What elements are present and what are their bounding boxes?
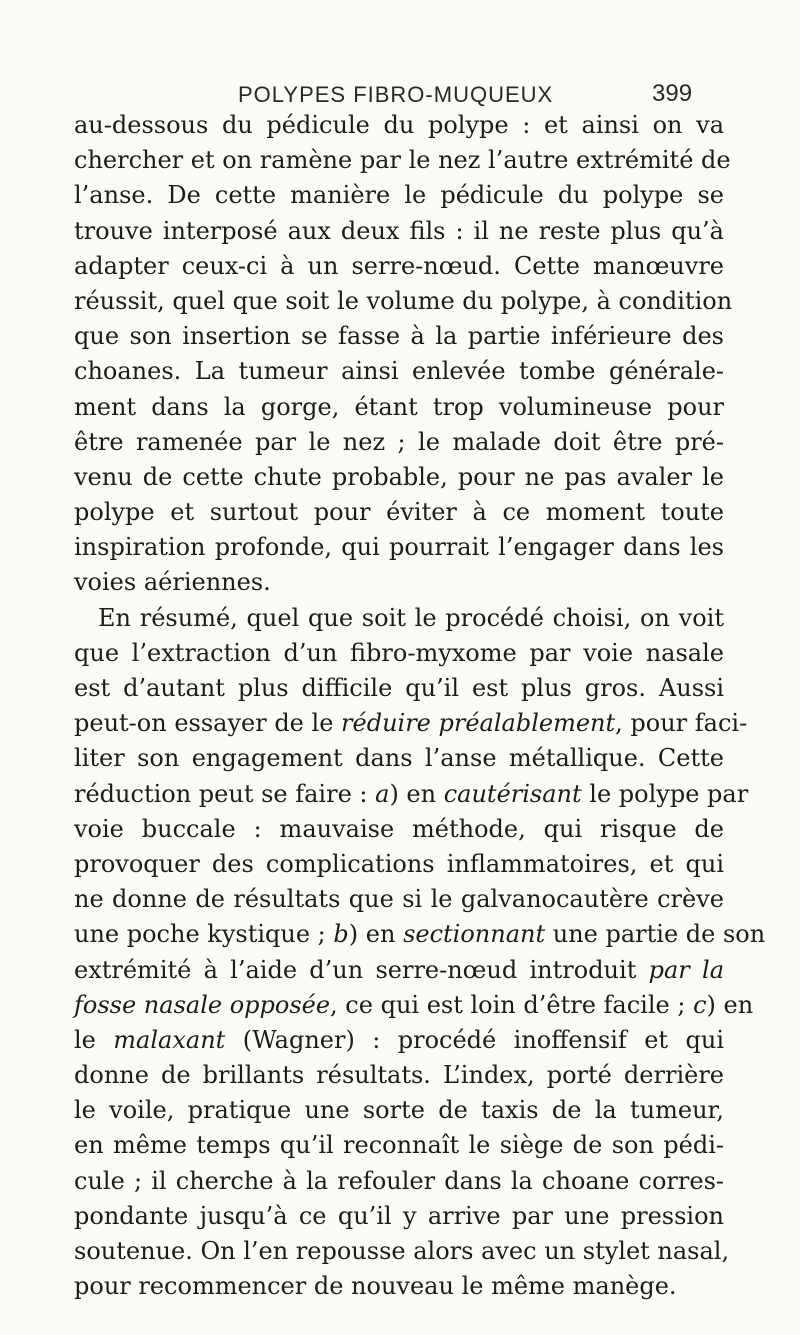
text-run: provoquer des complications inflammatoires, et qui [74, 849, 724, 878]
text-run: ) en [348, 920, 404, 949]
text-run: venu de cette chute probable, pour ne pas avaler le [74, 462, 724, 491]
text-run: ment dans la gorge, étant trop volumineuse pour [74, 392, 724, 421]
text-run: liter son engagement dans l’anse métallique. Cette [74, 744, 724, 773]
text-line [74, 671, 724, 706]
text-line [74, 425, 724, 460]
text-line [74, 1128, 724, 1163]
text-run: le voile, pratique une sorte de taxis de la tumeur, [74, 1096, 724, 1125]
text-line [74, 390, 724, 425]
text-run: (Wagner) : procédé inoffensif et qui [225, 1025, 724, 1054]
text-line [74, 1023, 724, 1058]
text-run: chercher et on ramène par le nez l’autre extrémité de [74, 146, 731, 175]
italic-text: cautérisant [443, 779, 582, 808]
italic-text: c [693, 990, 707, 1019]
page-number: 399 [652, 80, 693, 107]
text-line [74, 847, 724, 882]
text-line [74, 284, 733, 319]
text-line [74, 319, 724, 354]
text-line [74, 354, 724, 389]
text-run: adapter ceux-ci à un serre-nœud. Cette manœuvre [74, 251, 724, 280]
text-line [74, 812, 724, 847]
text-run: le polype par [581, 779, 749, 808]
body-text [74, 108, 766, 1304]
text-run: ) en [389, 779, 444, 808]
text-run: polype et surtout pour éviter à ce moment toute [74, 498, 724, 527]
text-run: ) en [706, 990, 754, 1019]
italic-text: b [333, 920, 349, 949]
text-line [74, 1234, 730, 1269]
text-run: en même temps qu’il reconnaît le siège de son pédi- [74, 1131, 724, 1160]
text-line [74, 917, 766, 952]
italic-text: fosse nasale opposée [74, 990, 331, 1019]
italic-text: a [375, 779, 390, 808]
text-line [74, 706, 748, 741]
text-line [74, 460, 724, 495]
text-run: choanes. La tumeur ainsi enlevée tombe générale- [74, 357, 724, 386]
text-line [74, 530, 724, 565]
text-run: extrémité à l’aide d’un serre-nœud introduit [74, 955, 649, 984]
text-line [74, 108, 724, 143]
text-run: est d’autant plus difficile qu’il est plus gros. Aussi [74, 674, 724, 702]
text-run: trouve interposé aux deux fils : il ne reste plus qu’à [74, 216, 724, 245]
text-line [74, 495, 724, 530]
text-line [74, 953, 724, 988]
text-run: au-dessous du pédicule du polype : et ainsi on va [74, 111, 724, 139]
text-line [74, 601, 724, 636]
text-line [74, 741, 724, 776]
text-run: que son insertion se fasse à la partie inférieure des [74, 322, 724, 351]
text-run: être ramenée par le nez ; le malade doit être pré- [74, 427, 724, 456]
italic-text: par la [648, 955, 724, 984]
text-run: cule ; il cherche à la refouler dans la choane corres- [74, 1166, 724, 1195]
text-run: , pour faci- [615, 709, 748, 738]
text-line [74, 1093, 724, 1128]
text-line [74, 1164, 724, 1199]
text-line [74, 636, 724, 671]
text-line [74, 249, 724, 284]
text-run: une partie de son [545, 920, 766, 949]
text-run: que l’extraction d’un fibro-myxome par voie nasale [74, 638, 724, 667]
text-run: En résumé, quel que soit le procédé choisi, on voit [98, 603, 724, 632]
text-run: réussit, quel que soit le volume du polype, à condition [74, 286, 733, 315]
text-line [74, 882, 724, 917]
text-line [74, 565, 724, 600]
text-line [74, 988, 754, 1023]
text-run: une poche kystique ; [74, 920, 334, 949]
text-run: , ce qui est loin d’être facile ; [330, 990, 694, 1019]
text-run: pondante jusqu’à ce qu’il y arrive par une pression [74, 1201, 724, 1230]
text-line [74, 1269, 724, 1304]
text-run: soutenue. On l’en repousse alors avec un stylet nasal, [74, 1237, 730, 1265]
text-run: pour recommencer de nouveau le même manège. [74, 1272, 677, 1301]
text-line [74, 1199, 724, 1234]
text-line [74, 178, 724, 213]
text-run: le [74, 1025, 114, 1054]
text-run: peut-on essayer de le [74, 709, 342, 738]
text-run: voies aériennes. [74, 568, 271, 597]
text-run: inspiration profonde, qui pourrait l’engager dans les [74, 533, 724, 562]
text-line [74, 1058, 724, 1093]
text-run: ne donne de résultats que si le galvanocautère crève [74, 885, 724, 914]
text-line [74, 143, 731, 178]
text-run: réduction peut se faire : [74, 779, 376, 808]
text-run: voie buccale : mauvaise méthode, qui risque de [74, 814, 724, 843]
running-head-title: POLYPES FIBRO-MUQUEUX [238, 82, 554, 107]
italic-text: sectionnant [403, 920, 546, 949]
text-line [74, 777, 749, 812]
italic-text: malaxant [113, 1025, 226, 1054]
text-run: l’anse. De cette manière le pédicule du polype se [74, 181, 724, 210]
text-line [74, 214, 724, 249]
text-run: donne de brillants résultats. L’index, porté derrière [74, 1061, 724, 1090]
italic-text: réduire préalablement [341, 709, 616, 738]
